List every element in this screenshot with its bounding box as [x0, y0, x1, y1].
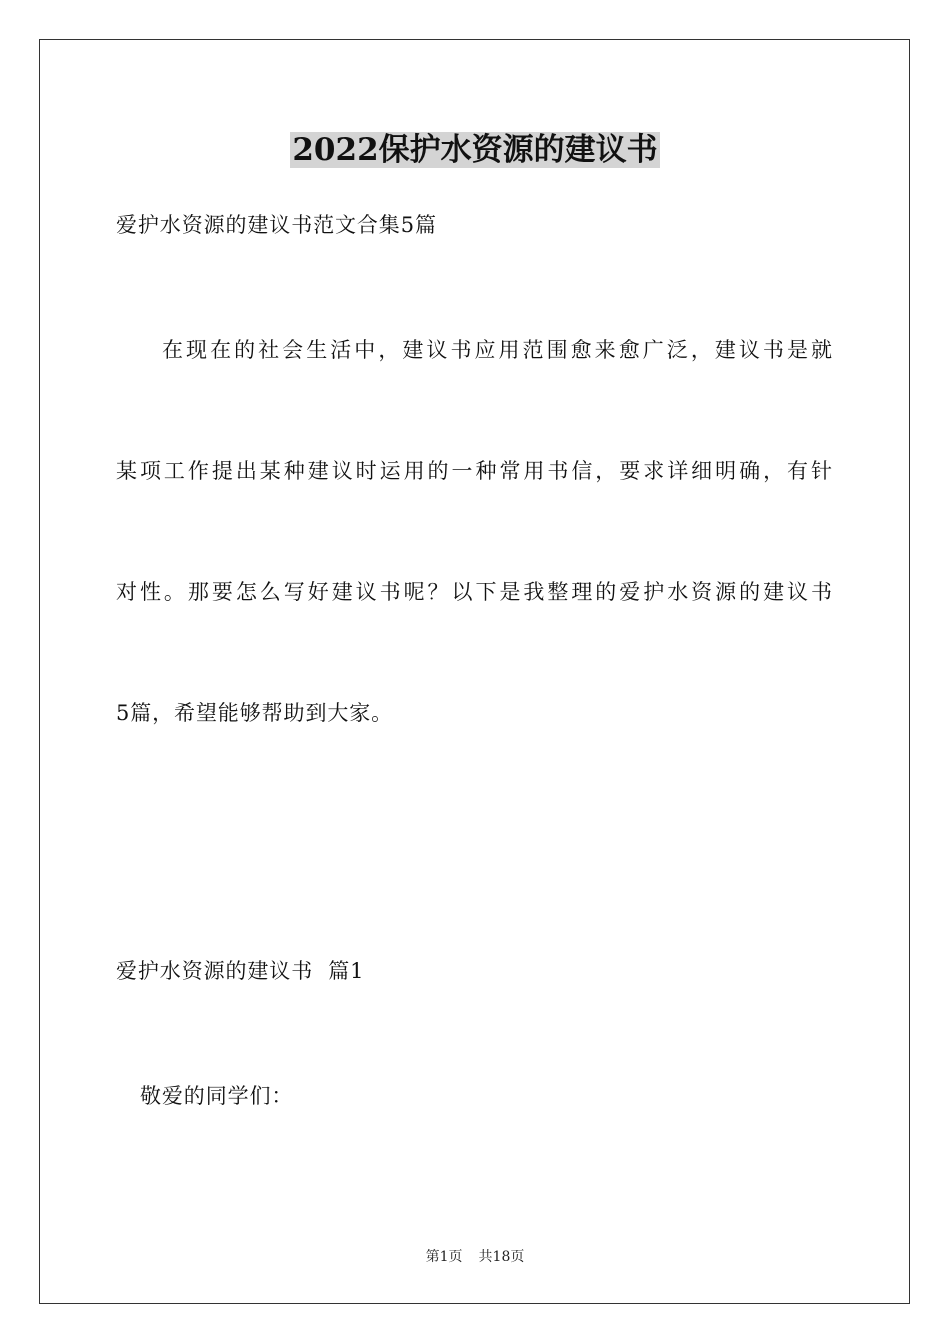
- page-footer: [0, 1247, 950, 1267]
- intro-line-4: 5篇，希望能够帮助到大家。: [116, 701, 394, 725]
- salutation: 敬爱的同学们：: [140, 1084, 294, 1108]
- document-subtitle: 爱护水资源的建议书范文合集5篇: [116, 213, 437, 237]
- intro-line-1: 在现在的社会生活中，建议书应用范围愈来愈广泛，建议书是就: [162, 338, 832, 362]
- page-total: 共18页: [478, 1249, 525, 1265]
- intro-line-3: 对性。那要怎么写好建议书呢？以下是我整理的爱护水资源的建议书: [116, 580, 832, 604]
- document-title: [0, 128, 950, 172]
- section-heading: 爱护水资源的建议书 篇1: [116, 959, 365, 983]
- document-title-text: 2022保护水资源的建议书: [292, 132, 658, 168]
- intro-line-2: 某项工作提出某种建议时运用的一种常用书信，要求详细明确，有针: [116, 459, 832, 483]
- page-number: 第1页: [425, 1249, 463, 1265]
